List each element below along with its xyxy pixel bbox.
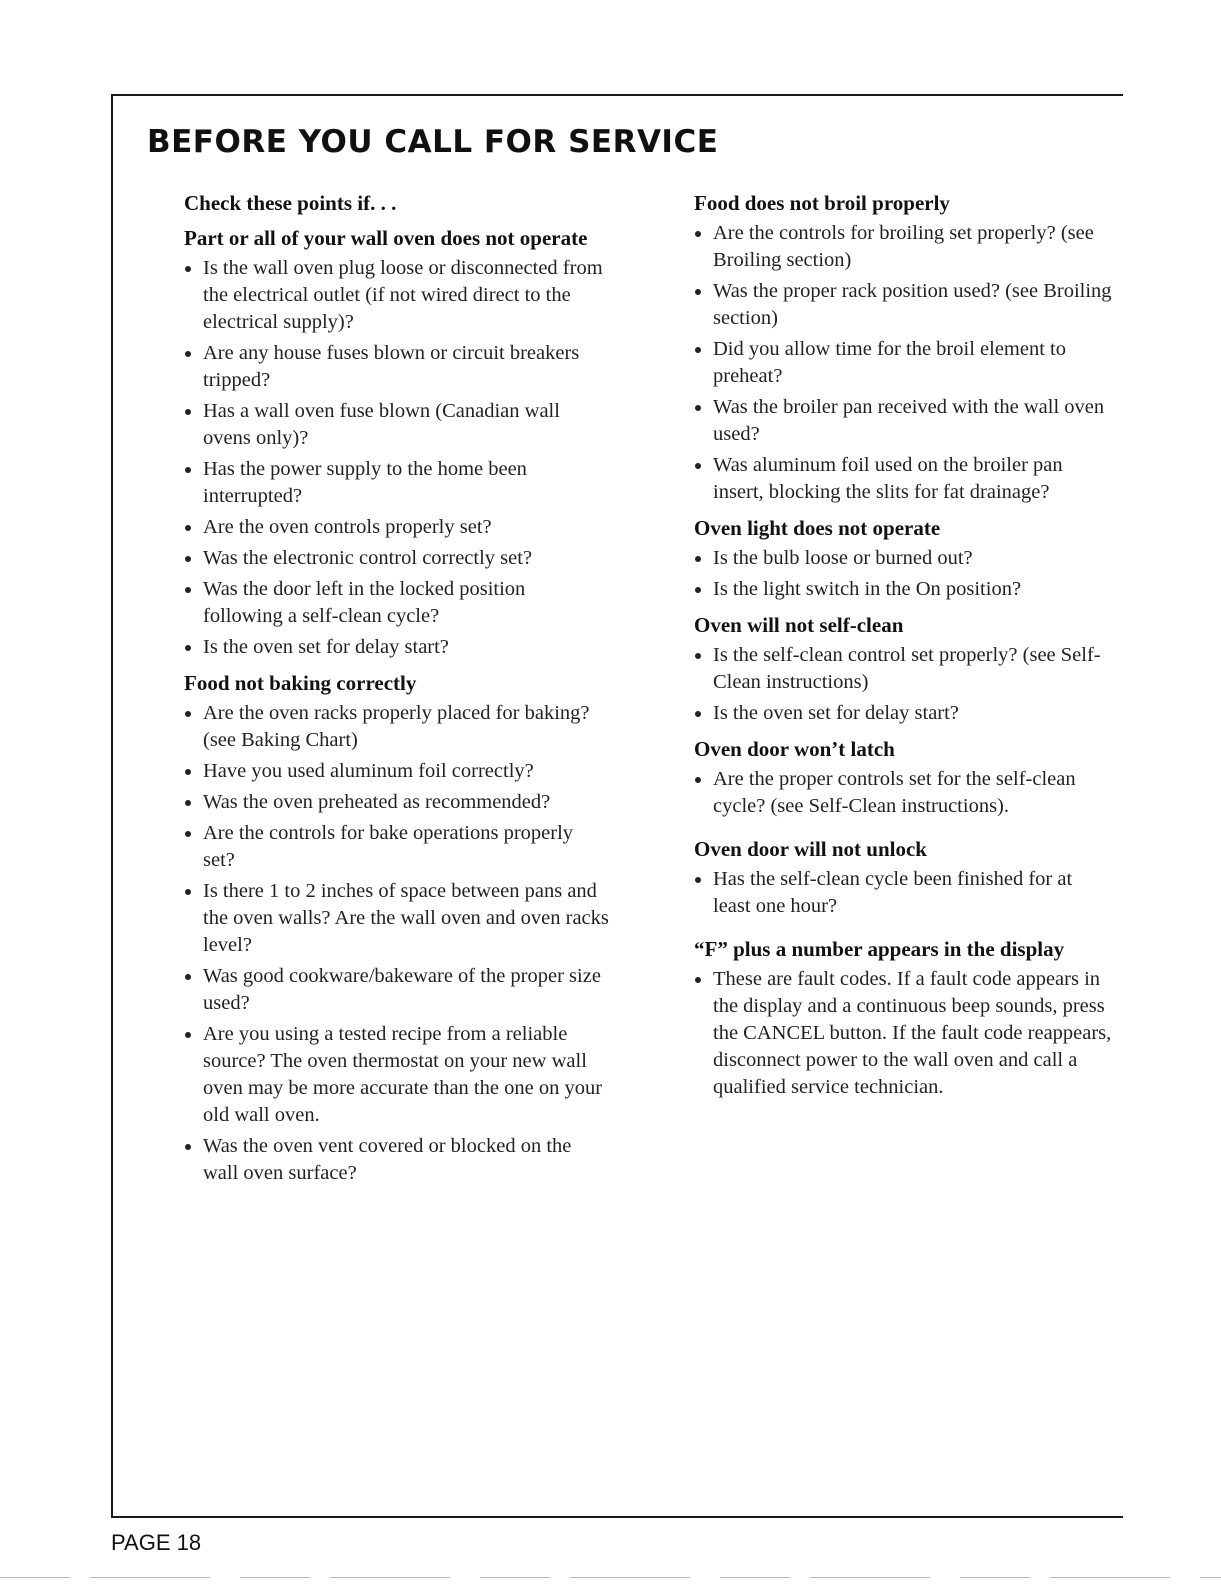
list-item: Did you allow time for the broil element to preheat? (694, 336, 1114, 390)
list-item: Is the self-clean control set properly? (see Self-Clean instructions) (694, 642, 1114, 696)
section-heading: Oven door will not unlock (694, 837, 927, 861)
section-fault-codes (694, 936, 1114, 1101)
list-item: Was the proper rack position used? (see Broiling section) (694, 278, 1114, 332)
list-item: Is there 1 to 2 inches of space between pans and the oven walls? Are the wall oven and oven racks level? (184, 878, 609, 959)
list-item: Is the wall oven plug loose or disconnected from the electrical outlet (if not wired direct to the electrical supply)? (184, 255, 609, 336)
list-item: Are any house fuses blown or circuit breakers tripped? (184, 340, 609, 394)
list-item: Is the oven set for delay start? (694, 700, 1114, 727)
list-item: Have you used aluminum foil correctly? (184, 758, 609, 785)
section-self-clean (694, 612, 1114, 727)
list-item: Was the oven preheated as recommended? (184, 789, 609, 816)
list-item: Are you using a tested recipe from a reliable source? The oven thermostat on your new wall oven may be more accurate than the one on your old wall oven. (184, 1021, 609, 1129)
list-item: Is the light switch in the On position? (694, 576, 1114, 603)
list-item: Was the oven vent covered or blocked on the wall oven surface? (184, 1133, 609, 1187)
section-heading: Oven door won’t latch (694, 737, 895, 761)
bullet-list (694, 966, 1114, 1101)
left-rule (111, 94, 113, 1518)
section-heading: Oven light does not operate (694, 516, 941, 540)
section-wall-oven-not-operating (184, 225, 609, 661)
section-heading: Food does not broil properly (694, 191, 950, 215)
list-item: Was the broiler pan received with the wall oven used? (694, 394, 1114, 448)
page-number: PAGE 18 (111, 1530, 202, 1555)
list-item: Has the power supply to the home been interrupted? (184, 456, 609, 510)
bullet-list (694, 866, 1114, 920)
bullet-list (694, 545, 1114, 603)
section-food-not-baking (184, 670, 609, 1187)
list-item: Has the self-clean cycle been finished for at least one hour? (694, 866, 1114, 920)
section-heading: “F” plus a number appears in the display (694, 937, 1065, 961)
bottom-rule (111, 1516, 1123, 1518)
right-column (694, 190, 1114, 1110)
bullet-list (694, 766, 1114, 820)
section-food-not-broiling (694, 190, 1114, 506)
section-door-latch (694, 736, 1114, 820)
list-item: Are the controls for broiling set properly? (see Broiling section) (694, 220, 1114, 274)
list-item: Are the oven racks properly placed for baking? (see Baking Chart) (184, 700, 609, 754)
bullet-list (694, 220, 1114, 506)
list-item: Are the proper controls set for the self-clean cycle? (see Self-Clean instructions). (694, 766, 1114, 820)
list-item: These are fault codes. If a fault code appears in the display and a continuous beep sounds, press the CANCEL button. If the fault code reappears, disconnect power to the wall oven and call a qualified service technician. (694, 966, 1114, 1101)
list-item: Has a wall oven fuse blown (Canadian wall ovens only)? (184, 398, 609, 452)
bullet-list (184, 255, 609, 661)
list-item: Is the bulb loose or burned out? (694, 545, 1114, 572)
top-rule (111, 94, 1123, 96)
list-item: Was aluminum foil used on the broiler pan insert, blocking the slits for fat drainage? (694, 452, 1114, 506)
section-heading: Food not baking correctly (184, 671, 417, 695)
list-item: Was the electronic control correctly set? (184, 545, 609, 572)
bullet-list (694, 642, 1114, 727)
list-item: Was good cookware/bakeware of the proper size used? (184, 963, 609, 1017)
scan-edge-line (0, 1577, 1221, 1578)
list-item: Are the controls for bake operations properly set? (184, 820, 609, 874)
list-item: Was the door left in the locked position following a self-clean cycle? (184, 576, 609, 630)
page-title: BEFORE YOU CALL FOR SERVICE (147, 124, 719, 160)
list-item: Is the oven set for delay start? (184, 634, 609, 661)
list-item: Are the oven controls properly set? (184, 514, 609, 541)
section-heading: Part or all of your wall oven does not operate (184, 226, 588, 250)
section-door-unlock (694, 836, 1114, 920)
section-oven-light (694, 515, 1114, 603)
intro-text: Check these points if. . . (184, 191, 397, 215)
bullet-list (184, 700, 609, 1187)
section-heading: Oven will not self-clean (694, 613, 904, 637)
left-column (184, 190, 609, 1196)
